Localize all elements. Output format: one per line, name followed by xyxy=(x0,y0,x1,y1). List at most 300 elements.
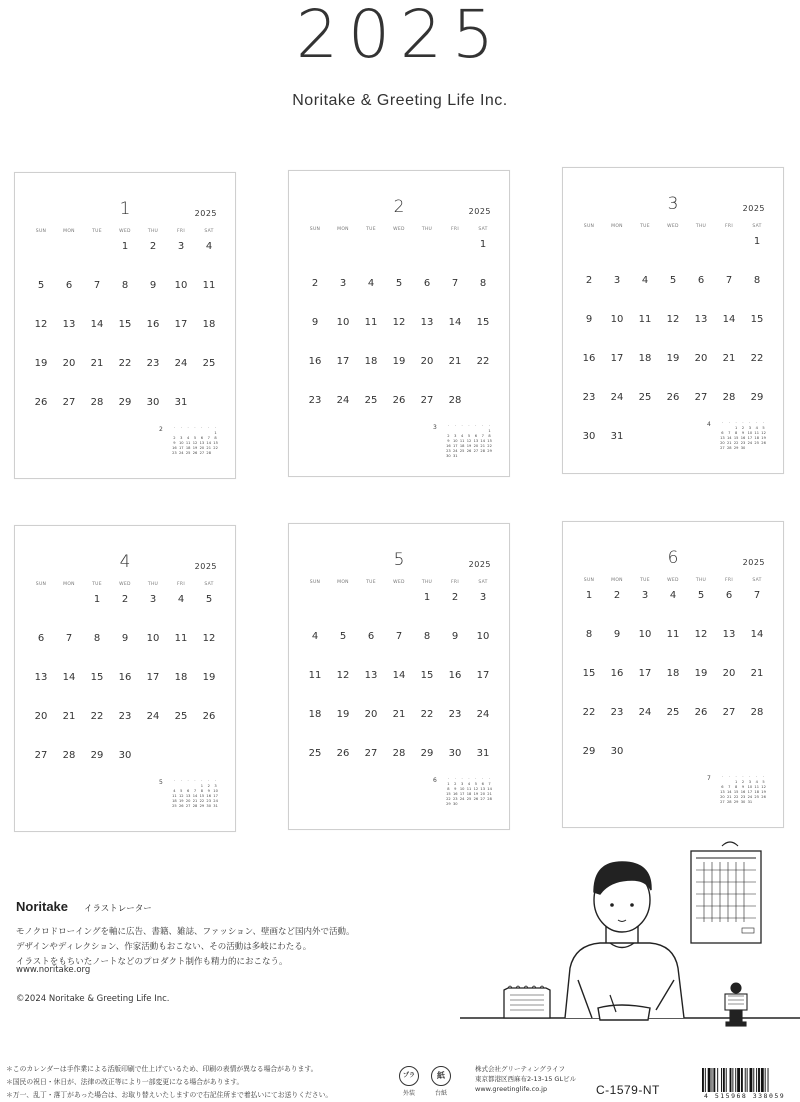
date-cell xyxy=(413,317,441,356)
date-number: 25 xyxy=(364,395,378,406)
weekday-label: TUE xyxy=(92,582,102,587)
mini-date: 22 xyxy=(487,444,492,448)
date-cell xyxy=(413,592,441,631)
mini-date: 31 xyxy=(747,800,753,804)
date-cell xyxy=(27,280,55,319)
date-number: 5 xyxy=(697,590,705,601)
date-cell xyxy=(55,750,83,789)
mini-date: 1 xyxy=(734,780,738,784)
date-number: 30 xyxy=(118,750,132,761)
mini-date: 2 xyxy=(173,436,176,440)
date-cell xyxy=(139,672,167,711)
mini-date: 4 xyxy=(460,434,464,438)
mini-grid: · · · · · · · 1 2 3 4 5 6 7 8 9 10 11 12 13 14 15 16 17 18 19 20 21 22 23 24 25 26 27 28 29 30 31 xyxy=(172,779,218,808)
date-cell xyxy=(27,358,55,397)
date-cell xyxy=(631,275,659,314)
mini-date: 16 xyxy=(452,792,458,796)
mini-date: 21 xyxy=(487,792,492,796)
date-cell xyxy=(413,356,441,395)
date-number: 14 xyxy=(750,629,764,640)
date-number: 5 xyxy=(37,280,45,291)
mini-grid: · · · · · · · 1 2 3 4 5 6 7 8 9 10 11 12 13 14 15 16 17 18 19 20 21 22 23 24 25 26 27 28 29 30 xyxy=(720,421,766,450)
date-cell xyxy=(301,395,329,434)
mini-date: 23 xyxy=(206,799,211,803)
date-cell xyxy=(469,356,497,395)
date-cell xyxy=(167,672,195,711)
mini-date: 6 xyxy=(200,436,203,440)
mini-date: 24 xyxy=(178,451,184,455)
brand-name: Noritake & Greeting Life Inc. xyxy=(292,92,508,109)
date-number: 19 xyxy=(666,353,680,364)
date-number: 14 xyxy=(62,672,76,683)
mini-date: 1 xyxy=(214,431,217,435)
date-cell xyxy=(357,317,385,356)
date-cell xyxy=(167,633,195,672)
weekday-label: TUE xyxy=(640,224,650,229)
mini-date: 1 xyxy=(447,782,450,786)
date-cell xyxy=(167,594,195,633)
weekday-label: SUN xyxy=(583,224,595,229)
month-sheet xyxy=(14,172,236,479)
date-number: 17 xyxy=(610,353,624,364)
date-number: 18 xyxy=(364,356,378,367)
mini-month-number: 7 xyxy=(707,775,711,782)
date-cell xyxy=(357,356,385,395)
date-cell xyxy=(139,711,167,750)
mini-date: 11 xyxy=(754,785,759,789)
weekday-label: MON xyxy=(611,578,623,583)
mini-date: 22 xyxy=(733,795,739,799)
date-number: 3 xyxy=(479,592,487,603)
weekday-header xyxy=(301,227,497,237)
date-cell xyxy=(329,356,357,395)
mini-date: 10 xyxy=(213,789,218,793)
date-grid xyxy=(575,236,771,442)
date-number: 15 xyxy=(750,314,764,325)
weekday-label: SUN xyxy=(35,229,47,234)
mini-date: 7 xyxy=(193,789,197,793)
date-number: 25 xyxy=(308,748,322,759)
mini-date: 2 xyxy=(454,782,457,786)
date-number: 23 xyxy=(146,358,160,369)
date-number: 11 xyxy=(174,633,188,644)
date-cell xyxy=(715,629,743,668)
date-number: 2 xyxy=(585,275,593,286)
weekday-label: FRI xyxy=(725,578,733,583)
date-cell xyxy=(27,750,55,789)
mini-date: 20 xyxy=(720,795,725,799)
weekday-label: WED xyxy=(667,578,679,583)
date-number: 26 xyxy=(392,395,406,406)
date-number: 7 xyxy=(451,278,459,289)
date-cell xyxy=(195,319,223,358)
recycle-label: 外装 xyxy=(402,1090,415,1097)
mini-date: 15 xyxy=(213,441,218,445)
date-number: 12 xyxy=(202,633,216,644)
mini-date: 15 xyxy=(199,794,205,798)
date-number: 4 xyxy=(311,631,319,642)
mini-date: 4 xyxy=(755,426,758,430)
date-cell xyxy=(659,590,687,629)
date-cell xyxy=(413,709,441,748)
date-cell xyxy=(301,670,329,709)
mini-date: 9 xyxy=(741,431,745,435)
date-number: 18 xyxy=(638,353,652,364)
company-name: 株式会社グリーティングライフ xyxy=(475,1065,565,1073)
date-number: 23 xyxy=(118,711,132,722)
weekday-label: MON xyxy=(337,227,349,232)
mini-date: 12 xyxy=(473,787,479,791)
weekday-header xyxy=(575,224,771,234)
date-cell xyxy=(195,672,223,711)
mini-date: 6 xyxy=(474,434,477,438)
month-year: 2025 xyxy=(468,560,491,569)
date-cell xyxy=(687,707,715,746)
mini-date: 15 xyxy=(733,790,739,794)
weekday-label: WED xyxy=(119,582,131,587)
date-cell xyxy=(167,280,195,319)
mini-date: 25 xyxy=(754,795,759,799)
date-cell xyxy=(715,668,743,707)
date-cell xyxy=(357,748,385,787)
weekday-label: FRI xyxy=(451,580,459,585)
mini-date: 14 xyxy=(726,790,732,794)
date-number: 9 xyxy=(311,317,319,328)
date-number: 24 xyxy=(638,707,652,718)
date-number: 3 xyxy=(613,275,621,286)
date-cell xyxy=(743,314,771,353)
weekday-label: SUN xyxy=(309,580,321,585)
mini-date: 31 xyxy=(213,804,218,808)
mini-date: 12 xyxy=(178,794,184,798)
date-number: 1 xyxy=(93,594,101,605)
date-number: 11 xyxy=(638,314,652,325)
mini-date: 22 xyxy=(213,446,218,450)
weekday-label: WED xyxy=(393,227,405,232)
date-cell xyxy=(385,748,413,787)
date-number: 16 xyxy=(582,353,596,364)
weekday-label: THU xyxy=(695,578,707,583)
date-number: 31 xyxy=(476,748,490,759)
mini-date: 13 xyxy=(199,441,205,445)
date-number: 14 xyxy=(392,670,406,681)
date-cell xyxy=(441,592,469,631)
date-cell xyxy=(413,670,441,709)
date-number: 26 xyxy=(336,748,350,759)
date-number: 13 xyxy=(722,629,736,640)
date-cell xyxy=(357,395,385,434)
date-cell xyxy=(329,395,357,434)
date-number: 4 xyxy=(641,275,649,286)
mini-date: 22 xyxy=(199,799,205,803)
date-cell xyxy=(575,629,603,668)
mini-date: 9 xyxy=(447,439,450,443)
weekday-label: THU xyxy=(695,224,707,229)
mini-date: 3 xyxy=(214,784,217,788)
mini-date: 29 xyxy=(487,449,492,453)
company-address: 東京都港区西麻布2-13-15 GLビル xyxy=(475,1075,577,1083)
mini-date: 17 xyxy=(747,790,753,794)
month-year: 2025 xyxy=(742,558,765,567)
date-number: 8 xyxy=(93,633,101,644)
date-number: 11 xyxy=(666,629,680,640)
mini-date: 28 xyxy=(206,451,211,455)
date-number: 1 xyxy=(423,592,431,603)
mini-date: 28 xyxy=(726,446,732,450)
date-number: 11 xyxy=(202,280,216,291)
date-cell xyxy=(385,395,413,434)
date-number: 11 xyxy=(308,670,322,681)
mini-date: 19 xyxy=(192,446,198,450)
date-number: 23 xyxy=(610,707,624,718)
date-number: 24 xyxy=(476,709,490,720)
mini-date: 26 xyxy=(178,804,184,808)
date-number: 25 xyxy=(666,707,680,718)
date-number: 24 xyxy=(174,358,188,369)
date-number: 27 xyxy=(62,397,76,408)
mini-date: 17 xyxy=(747,436,753,440)
mini-date: 27 xyxy=(473,449,479,453)
date-number: 19 xyxy=(202,672,216,683)
date-cell xyxy=(469,631,497,670)
month-year: 2025 xyxy=(468,207,491,216)
mini-date: 12 xyxy=(761,785,766,789)
mini-date: 8 xyxy=(488,434,491,438)
mini-date: 14 xyxy=(206,441,211,445)
date-number: 17 xyxy=(174,319,188,330)
mini-date: 17 xyxy=(459,792,465,796)
date-number: 10 xyxy=(146,633,160,644)
mini-date: 16 xyxy=(740,790,746,794)
date-cell xyxy=(195,711,223,750)
date-number: 3 xyxy=(339,278,347,289)
date-number: 29 xyxy=(90,750,104,761)
mini-date: 9 xyxy=(741,785,745,789)
date-cell xyxy=(55,280,83,319)
date-cell xyxy=(111,750,139,789)
weekday-label: FRI xyxy=(451,227,459,232)
mini-date: 12 xyxy=(466,439,472,443)
date-number: 16 xyxy=(118,672,132,683)
date-number: 9 xyxy=(451,631,459,642)
date-cell xyxy=(469,670,497,709)
mini-date: 14 xyxy=(726,436,732,440)
date-cell xyxy=(469,239,497,278)
mini-date: 28 xyxy=(487,797,492,801)
date-number: 28 xyxy=(90,397,104,408)
mini-date: 24 xyxy=(747,795,753,799)
mini-date: 4 xyxy=(186,436,190,440)
mini-date: 18 xyxy=(466,792,472,796)
date-cell xyxy=(575,392,603,431)
mini-date: 4 xyxy=(467,782,471,786)
mini-date: 8 xyxy=(734,431,738,435)
plastic-recycle-icon: プラ xyxy=(399,1066,419,1086)
date-cell xyxy=(413,278,441,317)
next-month-mini-calendar xyxy=(433,777,495,815)
date-grid xyxy=(575,590,771,785)
date-number: 12 xyxy=(34,319,48,330)
mini-date: 27 xyxy=(720,446,725,450)
mini-date: 23 xyxy=(740,441,746,445)
date-cell xyxy=(111,672,139,711)
date-number: 3 xyxy=(149,594,157,605)
date-number: 18 xyxy=(202,319,216,330)
month-sheet xyxy=(288,523,510,830)
mini-date: 27 xyxy=(480,797,485,801)
date-cell xyxy=(55,358,83,397)
weekday-label: THU xyxy=(147,229,159,234)
date-cell xyxy=(603,668,631,707)
date-number: 20 xyxy=(420,356,434,367)
date-number: 7 xyxy=(753,590,761,601)
mini-date: 25 xyxy=(185,451,191,455)
date-number: 22 xyxy=(90,711,104,722)
date-number: 21 xyxy=(62,711,76,722)
mini-date: 21 xyxy=(206,446,211,450)
date-number: 23 xyxy=(448,709,462,720)
next-month-mini-calendar xyxy=(159,779,221,817)
date-number: 16 xyxy=(146,319,160,330)
date-number: 20 xyxy=(62,358,76,369)
date-number: 20 xyxy=(722,668,736,679)
date-cell xyxy=(195,280,223,319)
date-number: 3 xyxy=(641,590,649,601)
weekday-label: SAT xyxy=(752,578,762,583)
date-number: 16 xyxy=(610,668,624,679)
date-cell xyxy=(441,709,469,748)
mini-date: 26 xyxy=(473,797,479,801)
date-number: 30 xyxy=(582,431,596,442)
mini-date: 13 xyxy=(473,439,479,443)
month-number: 5 xyxy=(393,550,405,570)
date-number: 2 xyxy=(311,278,319,289)
date-number: 13 xyxy=(364,670,378,681)
date-grid xyxy=(27,594,223,789)
date-cell xyxy=(111,397,139,436)
mini-date: 7 xyxy=(207,436,210,440)
date-number: 9 xyxy=(613,629,621,640)
mini-date: 11 xyxy=(185,441,191,445)
date-number: 21 xyxy=(90,358,104,369)
mini-date: 1 xyxy=(488,429,491,433)
date-number: 13 xyxy=(694,314,708,325)
date-cell xyxy=(83,319,111,358)
mini-date: 22 xyxy=(733,441,739,445)
date-cell xyxy=(357,709,385,748)
date-cell xyxy=(83,672,111,711)
mini-date: 26 xyxy=(761,795,766,799)
next-month-mini-calendar xyxy=(433,424,495,462)
date-cell xyxy=(83,633,111,672)
date-cell xyxy=(195,241,223,280)
mini-date: 30 xyxy=(740,800,746,804)
mini-date: 1 xyxy=(200,784,203,788)
date-number: 21 xyxy=(722,353,736,364)
footnote: ＊万一、乱丁・落丁があった場合は、お取り替えいたしますので右記住所まで着払いにてお送りください。 xyxy=(6,1091,333,1099)
date-cell xyxy=(27,397,55,436)
mini-date: 20 xyxy=(199,446,205,450)
weekday-label: SUN xyxy=(583,578,595,583)
mini-date: 20 xyxy=(185,799,191,803)
barcode-number: 4 515968 338059 xyxy=(704,1092,786,1100)
date-number: 27 xyxy=(694,392,708,403)
mini-date: 23 xyxy=(740,795,746,799)
weekday-label: MON xyxy=(611,224,623,229)
author-name: Noritake xyxy=(16,899,69,914)
date-number: 12 xyxy=(666,314,680,325)
date-cell xyxy=(329,317,357,356)
date-number: 14 xyxy=(722,314,736,325)
date-number: 11 xyxy=(364,317,378,328)
mini-date: 21 xyxy=(726,441,732,445)
mini-date: 26 xyxy=(466,449,472,453)
mini-date: 21 xyxy=(192,799,198,803)
date-number: 18 xyxy=(174,672,188,683)
mini-date: 8 xyxy=(214,436,217,440)
mini-date: 21 xyxy=(726,795,732,799)
date-number: 4 xyxy=(367,278,375,289)
date-cell xyxy=(441,317,469,356)
mini-month-number: 5 xyxy=(159,779,163,786)
date-cell xyxy=(55,711,83,750)
weekday-label: SUN xyxy=(35,582,47,587)
date-grid xyxy=(301,239,497,434)
mini-date: 16 xyxy=(172,446,177,450)
weekday-label: SAT xyxy=(752,224,762,229)
date-number: 10 xyxy=(336,317,350,328)
weekday-label: TUE xyxy=(92,229,102,234)
mini-date: 27 xyxy=(185,804,191,808)
date-number: 4 xyxy=(177,594,185,605)
weekday-label: TUE xyxy=(366,580,376,585)
date-cell xyxy=(715,353,743,392)
date-number: 12 xyxy=(336,670,350,681)
date-number: 9 xyxy=(121,633,129,644)
date-number: 14 xyxy=(90,319,104,330)
mini-date: 5 xyxy=(467,434,471,438)
date-cell xyxy=(357,278,385,317)
date-cell xyxy=(385,631,413,670)
date-cell xyxy=(167,241,195,280)
mini-date: 3 xyxy=(454,434,457,438)
mini-date: 4 xyxy=(173,789,176,793)
mini-date: 17 xyxy=(452,444,458,448)
date-number: 26 xyxy=(694,707,708,718)
mini-date: 10 xyxy=(747,431,753,435)
mini-date: 25 xyxy=(754,441,759,445)
date-cell xyxy=(631,707,659,746)
month-sheet xyxy=(288,170,510,477)
weekday-label: SAT xyxy=(478,227,488,232)
person-figure xyxy=(565,862,684,1020)
date-number: 8 xyxy=(479,278,487,289)
date-cell xyxy=(631,668,659,707)
date-cell xyxy=(111,594,139,633)
date-cell xyxy=(301,709,329,748)
recycle-label: 台紙 xyxy=(434,1090,447,1097)
date-cell xyxy=(385,278,413,317)
date-cell xyxy=(631,629,659,668)
date-number: 25 xyxy=(638,392,652,403)
mini-date: 23 xyxy=(452,797,458,801)
date-cell xyxy=(27,319,55,358)
date-number: 6 xyxy=(65,280,73,291)
date-number: 4 xyxy=(205,241,213,252)
wall-calendar-icon xyxy=(691,842,761,943)
date-number: 9 xyxy=(585,314,593,325)
mini-date: 10 xyxy=(747,785,753,789)
